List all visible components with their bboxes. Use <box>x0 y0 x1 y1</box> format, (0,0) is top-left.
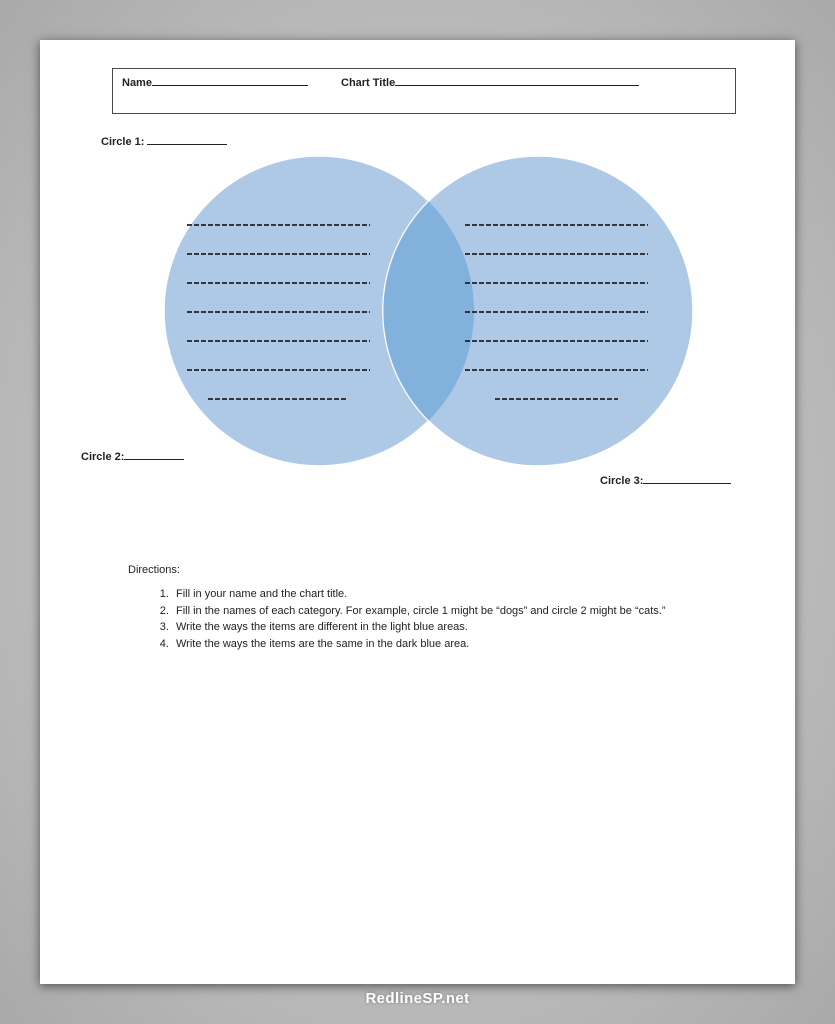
venn-diagram <box>40 40 795 984</box>
directions-heading: Directions: <box>128 564 180 576</box>
circle-2-field[interactable] <box>81 450 184 463</box>
circle-2-blank[interactable] <box>124 450 184 460</box>
direction-item: 1. Fill in your name and the chart title. <box>172 586 688 603</box>
circle-1-label: Circle 1: <box>101 136 145 148</box>
worksheet-page <box>40 40 795 984</box>
directions-section <box>128 564 688 652</box>
name-label: Name <box>122 77 152 89</box>
circle-3-blank[interactable] <box>643 474 731 484</box>
watermark-text: RedlineSP.net <box>365 990 470 1007</box>
direction-item: 4. Write the ways the items are the same in the dark blue area. <box>172 636 688 653</box>
circle-2-label: Circle 2: <box>81 451 125 463</box>
circle-3-field[interactable] <box>600 474 731 487</box>
chart-title-label: Chart Title <box>341 77 396 89</box>
direction-item: 3. Write the ways the items are different in the light blue areas. <box>172 619 688 636</box>
direction-item: 2. Fill in the names of each category. For example, circle 1 might be “dogs” and circle 2 might be “cats.” <box>172 603 688 620</box>
circle-3-label: Circle 3: <box>600 475 644 487</box>
directions-list <box>128 586 688 652</box>
